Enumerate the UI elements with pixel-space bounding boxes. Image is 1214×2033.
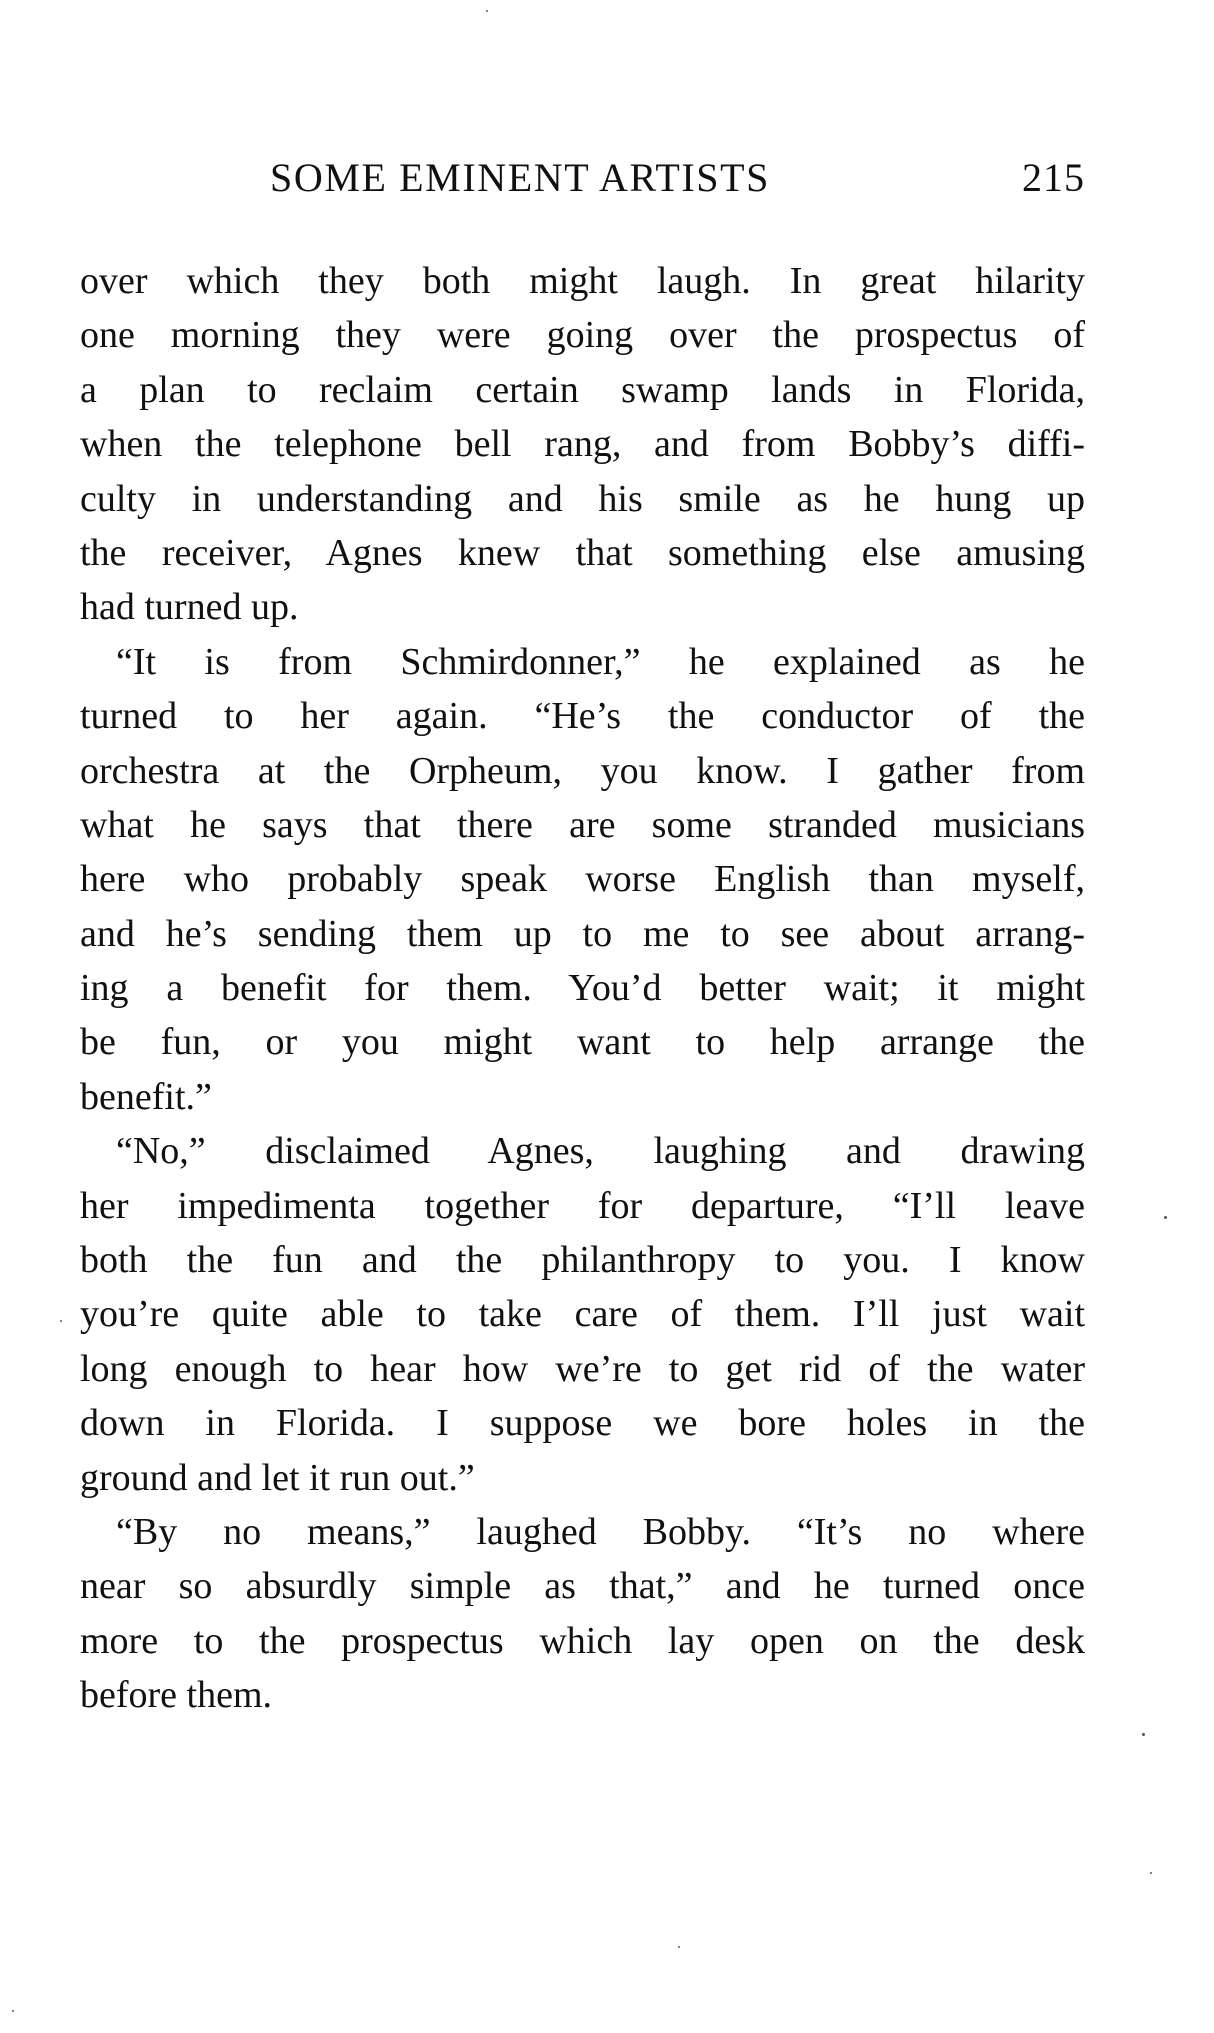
scan-speck [486,10,488,12]
text-line: culty in understanding and his smile as he hung up [80,477,1085,520]
text-line: long enough to hear how we’re to get rid of the water [80,1347,1085,1390]
text-line: near so absurdly simple as that,” and he turned once [80,1565,1085,1608]
text-line: orchestra at the Orpheum, you know. I gather from [80,749,1085,792]
scan-speck [1142,1733,1145,1736]
scan-speck [678,1946,680,1948]
text-line: and he’s sending them up to me to see about arrang- [80,912,1085,955]
scan-speck [1164,1216,1167,1219]
text-line: her impedimenta together for departure, “I’ll leave [80,1184,1085,1227]
text-line: over which they both might laugh. In great hilarity [80,260,1085,302]
text-line: turned to her again. “He’s the conductor of the [80,695,1085,738]
text-line: what he says that there are some stranded musicians [80,803,1085,846]
text-line: be fun, or you might want to help arrange the [80,1021,1085,1064]
running-head [80,152,1085,204]
text-line: ground and let it run out.” [80,1456,475,1499]
text-line: before them. [80,1674,273,1717]
text-line: more to the prospectus which lay open on the desk [80,1619,1085,1662]
text-line: both the fun and the philanthropy to you. I know [80,1239,1085,1282]
page-number: 215 [1022,155,1085,200]
text-line: benefit.” [80,1075,212,1118]
text-line: “By no means,” laughed Bobby. “It’s no where [116,1510,1085,1553]
scan-speck [1150,1872,1152,1874]
running-head-title: SOME EMINENT ARTISTS [270,155,771,200]
text-line: the receiver, Agnes knew that something else amusing [80,531,1085,574]
body-text [80,254,1085,1723]
text-line: here who probably speak worse English than myself, [80,858,1085,901]
text-line: you’re quite able to take care of them. I’ll just wait [80,1293,1085,1336]
text-line: “It is from Schmirdonner,” he explained as he [116,640,1085,683]
text-line: had turned up. [80,586,299,629]
scan-speck [60,1320,62,1322]
text-line: down in Florida. I suppose we bore holes in the [80,1402,1085,1445]
text-line: when the telephone bell rang, and from Bobby’s diffi- [80,423,1085,466]
scan-speck [12,2010,14,2012]
text-line: ing a benefit for them. You’d better wait; it might [80,967,1085,1010]
text-line: “No,” disclaimed Agnes, laughing and drawing [116,1130,1085,1173]
text-line: one morning they were going over the prospectus of [80,314,1085,357]
text-line: a plan to reclaim certain swamp lands in Florida, [80,368,1085,411]
